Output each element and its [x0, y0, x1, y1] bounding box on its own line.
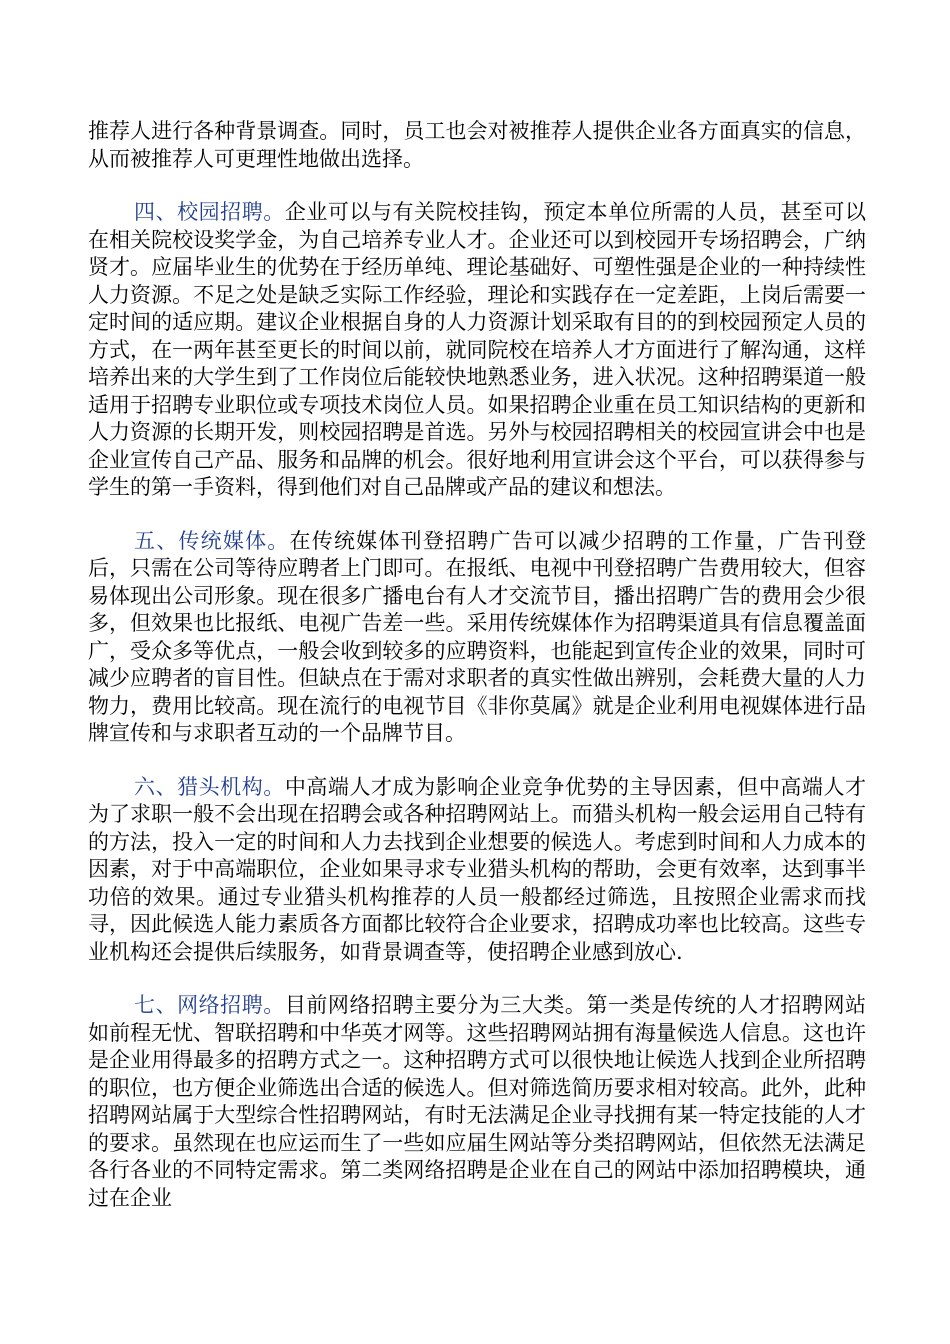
section-heading: 七、网络招聘。 [134, 993, 285, 1017]
document-page [88, 118, 866, 1212]
section-heading: 五、传统媒体。 [134, 528, 290, 553]
paragraph-campus-recruiting [88, 199, 866, 502]
section-heading: 六、猎头机构。 [134, 774, 285, 799]
paragraph-online-recruiting [88, 992, 866, 1212]
paragraph-continuation [88, 118, 866, 173]
paragraph-traditional-media [88, 528, 866, 748]
paragraph-text: 目前网络招聘主要分为三大类。第一类是传统的人才招聘网站如前程无忧、智联招聘和中华英才网等。这些招聘网站拥有海量候选人信息。这也许是企业用得最多的招聘方式之一。这种招聘方式可以很快地让候选人找到企业所招聘的职位，也方便企业筛选出合适的候选人。但对筛选简历要求相对较高。此外，此种招聘网站属于大型综合性招聘网站，有时无法满足企业寻找拥有某一特定技能的人才的要求。虽然现在也应运而生了一些如应届生网站等分类招聘网站，但依然无法满足各行各业的不同特定需求。第二类网络招聘是企业在自己的网站中添加招聘模块，通过在企业 [88, 993, 867, 1210]
paragraph-text: 推荐人进行各种背景调查。同时，员工也会对被推荐人提供企业各方面真实的信息，从而被推荐人可更理性地做出选择。 [88, 119, 866, 171]
paragraph-text: 在传统媒体刊登招聘广告可以减少招聘的工作量，广告刊登后，只需在公司等待应聘者上门即可。在报纸、电视中刊登招聘广告费用较大，但容易体现出公司形象。现在很多广播电台有人才交流节目，播出招聘广告的费用会少很多，但效果也比报纸、电视广告差一些。采用传统媒体作为招聘渠道具有信息覆盖面广，受众多等优点，一般会收到较多的应聘资料，也能起到宣传企业的效果，同时可减少应聘者的盲目性。但缺点在于需对求职者的真实性做出辨别，会耗费大量的人力物力，费用比较高。现在流行的电视节目《非你莫属》就是企业利用电视媒体进行品牌宣传和与求职者互动的一个品牌节目。 [88, 528, 866, 745]
paragraph-headhunters [88, 774, 866, 967]
section-heading: 四、校园招聘。 [134, 200, 285, 224]
paragraph-text: 企业可以与有关院校挂钩，预定本单位所需的人员，甚至可以在相关院校设奖学金，为自己培养专业人才。企业还可以到校园开专场招聘会，广纳贤才。应届毕业生的优势在于经历单纯、理论基础好、可塑性强是企业的一种持续性人力资源。不足之处是缺乏实际工作经验，理论和实践存在一定差距，上岗后需要一定时间的适应期。建议企业根据自身的人力资源计划采取有目的的到校园预定人员的方式，在一两年甚至更长的时间以前，就同院校在培养人才方面进行了解沟通，这样培养出来的大学生到了工作岗位后能较快地熟悉业务，进入状况。这种招聘渠道一般适用于招聘专业职位或专项技术岗位人员。如果招聘企业重在员工知识结构的更新和人力资源的长期开发，则校园招聘是首选。另外与校园招聘相关的校园宣讲会中也是企业宣传自己产品、服务和品牌的机会。很好地利用宣讲会这个平台，可以获得参与学生的第一手资料，得到他们对自己品牌或产品的建议和想法。 [88, 200, 867, 499]
paragraph-text: 中高端人才成为影响企业竞争优势的主导因素，但中高端人才为了求职一般不会出现在招聘会或各种招聘网站上。而猎头机构一般会运用自己特有的方法，投入一定的时间和人力去找到企业想要的候选人。考虑到时间和人力成本的因素，对于中高端职位，企业如果寻求专业猎头机构的帮助，会更有效率，达到事半功倍的效果。通过专业猎头机构推荐的人员一般都经过筛选，且按照企业需求而找寻，因此候选人能力素质各方面都比较符合企业要求，招聘成功率也比较高。这些专业机构还会提供后续服务，如背景调查等，使招聘企业感到放心. [88, 774, 867, 964]
